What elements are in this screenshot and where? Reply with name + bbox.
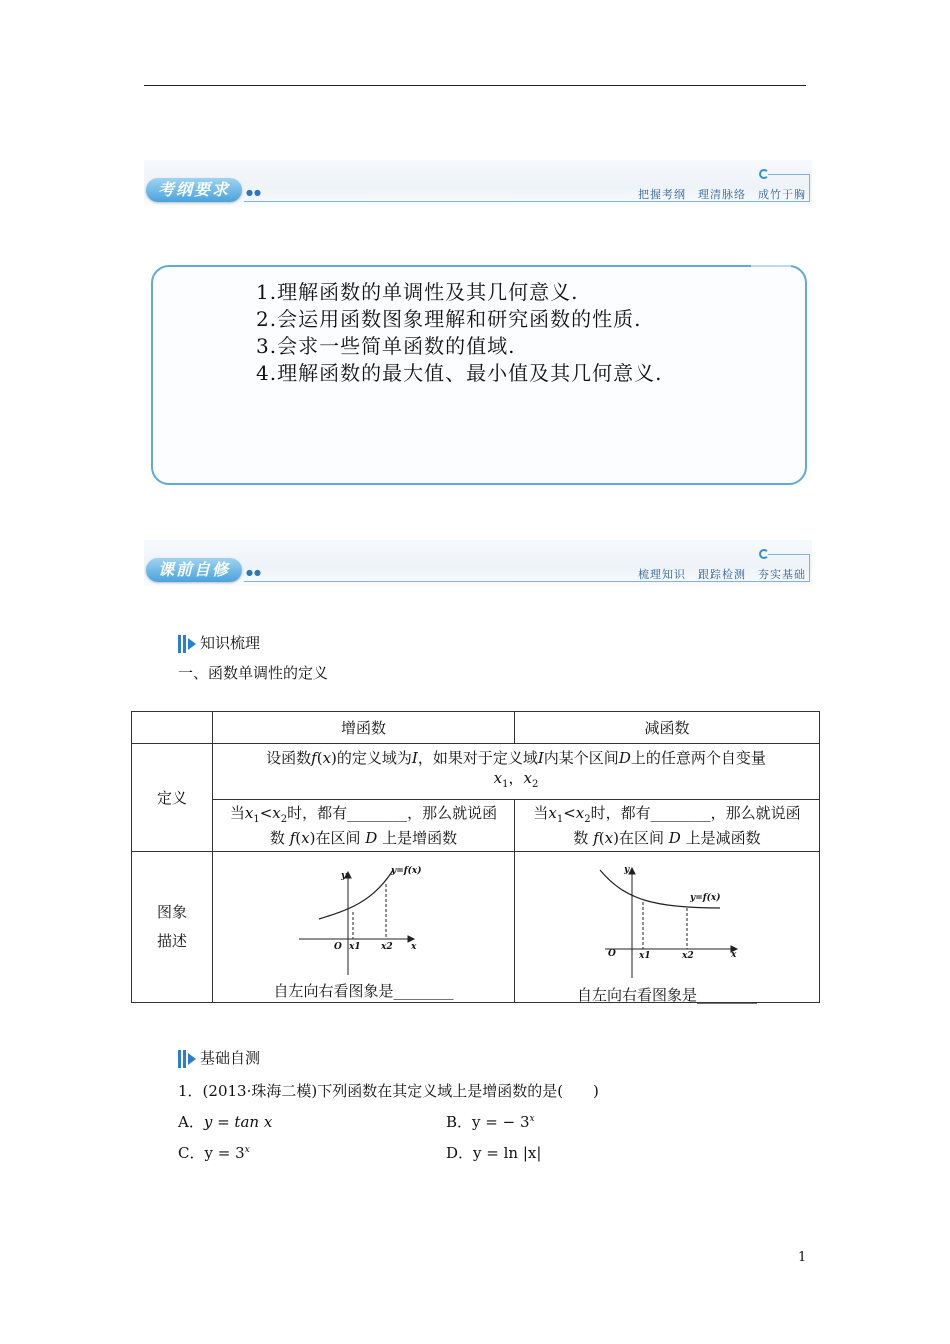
- requirements-list: [256, 279, 662, 387]
- definition-increasing: 当$x_1<x_2$时，都有________，那么就说函 数 f(x)在区间 D 上是增函数: [213, 800, 515, 852]
- section-bars-icon: [178, 1049, 196, 1068]
- svg-text:y=f(x): y=f(x): [690, 893, 721, 903]
- decreasing-graph: [515, 852, 819, 1003]
- svg-text:O: O: [334, 942, 342, 952]
- option-d[interactable]: D．y = ln |x|: [446, 1144, 542, 1162]
- banner-tags: 梳理知识 跟踪检测 夯实基础: [638, 568, 806, 581]
- row-label-definition: 定义: [132, 744, 213, 852]
- svg-text:x: x: [411, 942, 417, 952]
- monotonicity-table: [131, 711, 820, 1003]
- header-decreasing: 减函数: [515, 712, 820, 744]
- banner-title: 课前自修: [146, 558, 242, 582]
- section-heading-knowledge: 知识梳理: [178, 632, 260, 653]
- svg-text:x1: x1: [349, 942, 361, 952]
- banner-exam-requirements: [144, 160, 812, 206]
- definition-common: 设函数f(x)的定义域为I，如果对于定义域I内某个区间D上的任意两个自变量 $x_1$，$x_2$: [213, 744, 820, 800]
- decreasing-caption: 自左向右看图象是________: [576, 986, 757, 1004]
- option-a[interactable]: A．y = tan x: [178, 1113, 273, 1131]
- option-c[interactable]: C．$y = 3^x$: [178, 1144, 250, 1162]
- section-heading-self-test: 基础自测: [178, 1047, 260, 1068]
- requirement-item: 4.理解函数的最大值、最小值及其几何意义.: [256, 361, 663, 385]
- svg-text:x2: x2: [381, 942, 393, 952]
- svg-text:x1: x1: [639, 951, 651, 961]
- svg-text:O: O: [608, 949, 616, 959]
- row-label-graph: 图象描述: [132, 852, 213, 1003]
- option-b[interactable]: B．y = − $3^x$: [446, 1113, 535, 1131]
- increasing-caption: 自左向右看图象是________: [273, 982, 454, 1000]
- svg-text:x2: x2: [682, 951, 694, 961]
- banner-tags: 把握考纲 理清脉络 成竹于胸: [638, 188, 806, 201]
- subheading-monotonic-definition: 一、函数单调性的定义: [178, 664, 329, 682]
- question-1-stem: 1．(2013·珠海二模)下列函数在其定义域上是增函数的是( ): [178, 1082, 599, 1100]
- banner-ring-icon: [759, 169, 769, 179]
- svg-text:y: y: [624, 865, 630, 875]
- graph-decreasing-cell: [515, 852, 820, 1003]
- header-rule: [144, 85, 806, 86]
- requirement-item: 3.会求一些简单函数的值域.: [256, 334, 516, 358]
- page-number: 1: [798, 1250, 807, 1265]
- graph-increasing-cell: [213, 852, 515, 1003]
- banner-ring-icon: [759, 549, 769, 559]
- svg-text:y: y: [341, 871, 347, 881]
- banner-pre-class: [144, 540, 812, 586]
- svg-text:y=f(x): y=f(x): [391, 866, 422, 876]
- section-bars-icon: [178, 634, 196, 653]
- definition-decreasing: 当$x_1<x_2$时，都有________，那么就说函 数 f(x)在区间 D 上是减函数: [515, 800, 820, 852]
- requirement-item: 1.理解函数的单调性及其几何意义.: [256, 280, 579, 304]
- corner-cell: [132, 712, 213, 744]
- header-increasing: 增函数: [213, 712, 515, 744]
- banner-dots: ●●: [246, 188, 262, 197]
- banner-title: 考纲要求: [146, 178, 242, 202]
- svg-text:x: x: [731, 950, 737, 960]
- requirement-item: 2.会运用函数图象理解和研究函数的性质.: [256, 307, 642, 331]
- banner-dots: ●●: [246, 568, 262, 577]
